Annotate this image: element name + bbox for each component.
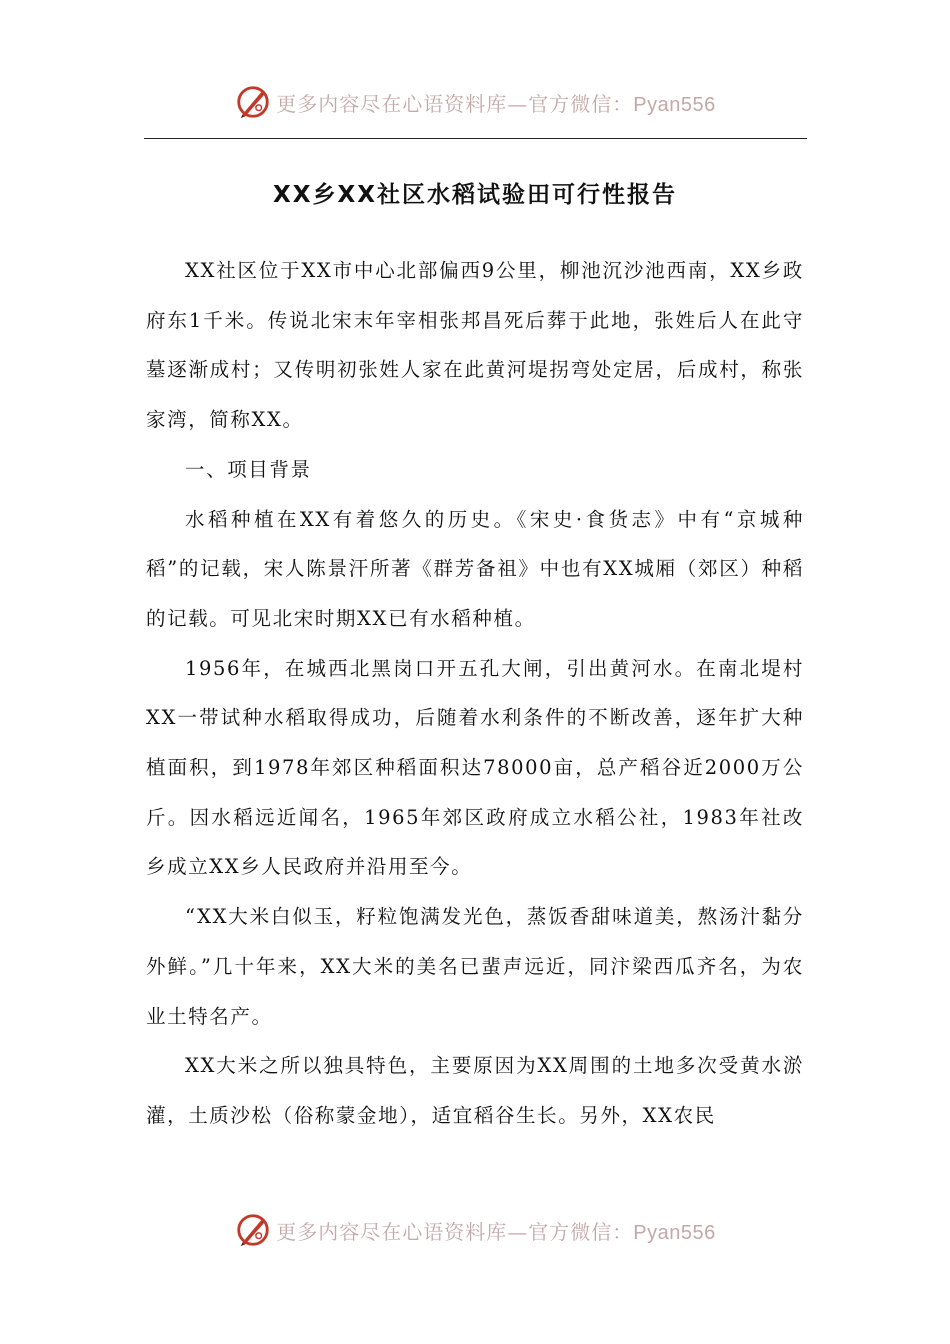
paragraph-history: 水稻种植在XX有着悠久的历史。《宋史·食货志》中有“京城种稻”的记载，宋人陈景汗所著《群芳备祖》中也有XX城厢（郊区）种稻的记载。可见北宋时期XX已有水稻种植。: [146, 507, 804, 630]
footer-banner-label: 更多内容尽在心语资料库—官方微信：: [276, 1219, 634, 1244]
paragraph-intro: XX社区位于XX市中心北部偏西9公里，柳池沉沙池西南，XX乡政府东1千米。传说北宋末年宰相张邦昌死后葬于此地，张姓后人在此守墓逐渐成村；又传明初张姓人家在此黄河堤拐弯处定居，后成村，称张家湾，简称XX。: [146, 259, 804, 432]
document-body: [146, 246, 804, 1141]
footer-wechat-id: Pyan556: [633, 1221, 716, 1244]
paragraph-features: XX大米之所以独具特色，主要原因为XX周围的土地多次受黄水淤灌，土质沙松（俗称蒙金地），适宜稻谷生长。另外，XX农民: [146, 1054, 804, 1127]
header-divider: [144, 138, 807, 139]
header-wechat-id: Pyan556: [633, 93, 716, 116]
section-heading-background: 一、项目背景: [185, 457, 312, 481]
footer-banner-text: [276, 1216, 715, 1245]
paragraph-1956: 1956年，在城西北黑岗口开五孔大闸，引出黄河水。在南北堤村XX一带试种水稻取得成功，后随着水利条件的不断改善，逐年扩大种植面积，到1978年郊区种稻面积达78000亩，总产稻谷近2000万公斤。因水稻远近闻名，1965年郊区政府成立水稻公社，1983年社改乡成立XX乡人民政府并沿用至今。: [146, 656, 804, 879]
header-banner: [0, 78, 950, 126]
header-banner-text: [276, 88, 715, 117]
pen-logo-icon: [234, 1211, 272, 1249]
header-banner-label: 更多内容尽在心语资料库—官方微信：: [276, 91, 634, 116]
footer-banner: [0, 1206, 950, 1254]
document-title: XX乡XX社区水稻试验田可行性报告: [273, 182, 677, 208]
pen-logo-icon: [234, 83, 272, 121]
paragraph-quote: “XX大米白似玉，籽粒饱满发光色，蒸饭香甜味道美，熬汤汁黏分外鲜。”几十年来，XX大米的美名已蜚声远近，同汴梁西瓜齐名，为农业土特名产。: [146, 905, 804, 1028]
